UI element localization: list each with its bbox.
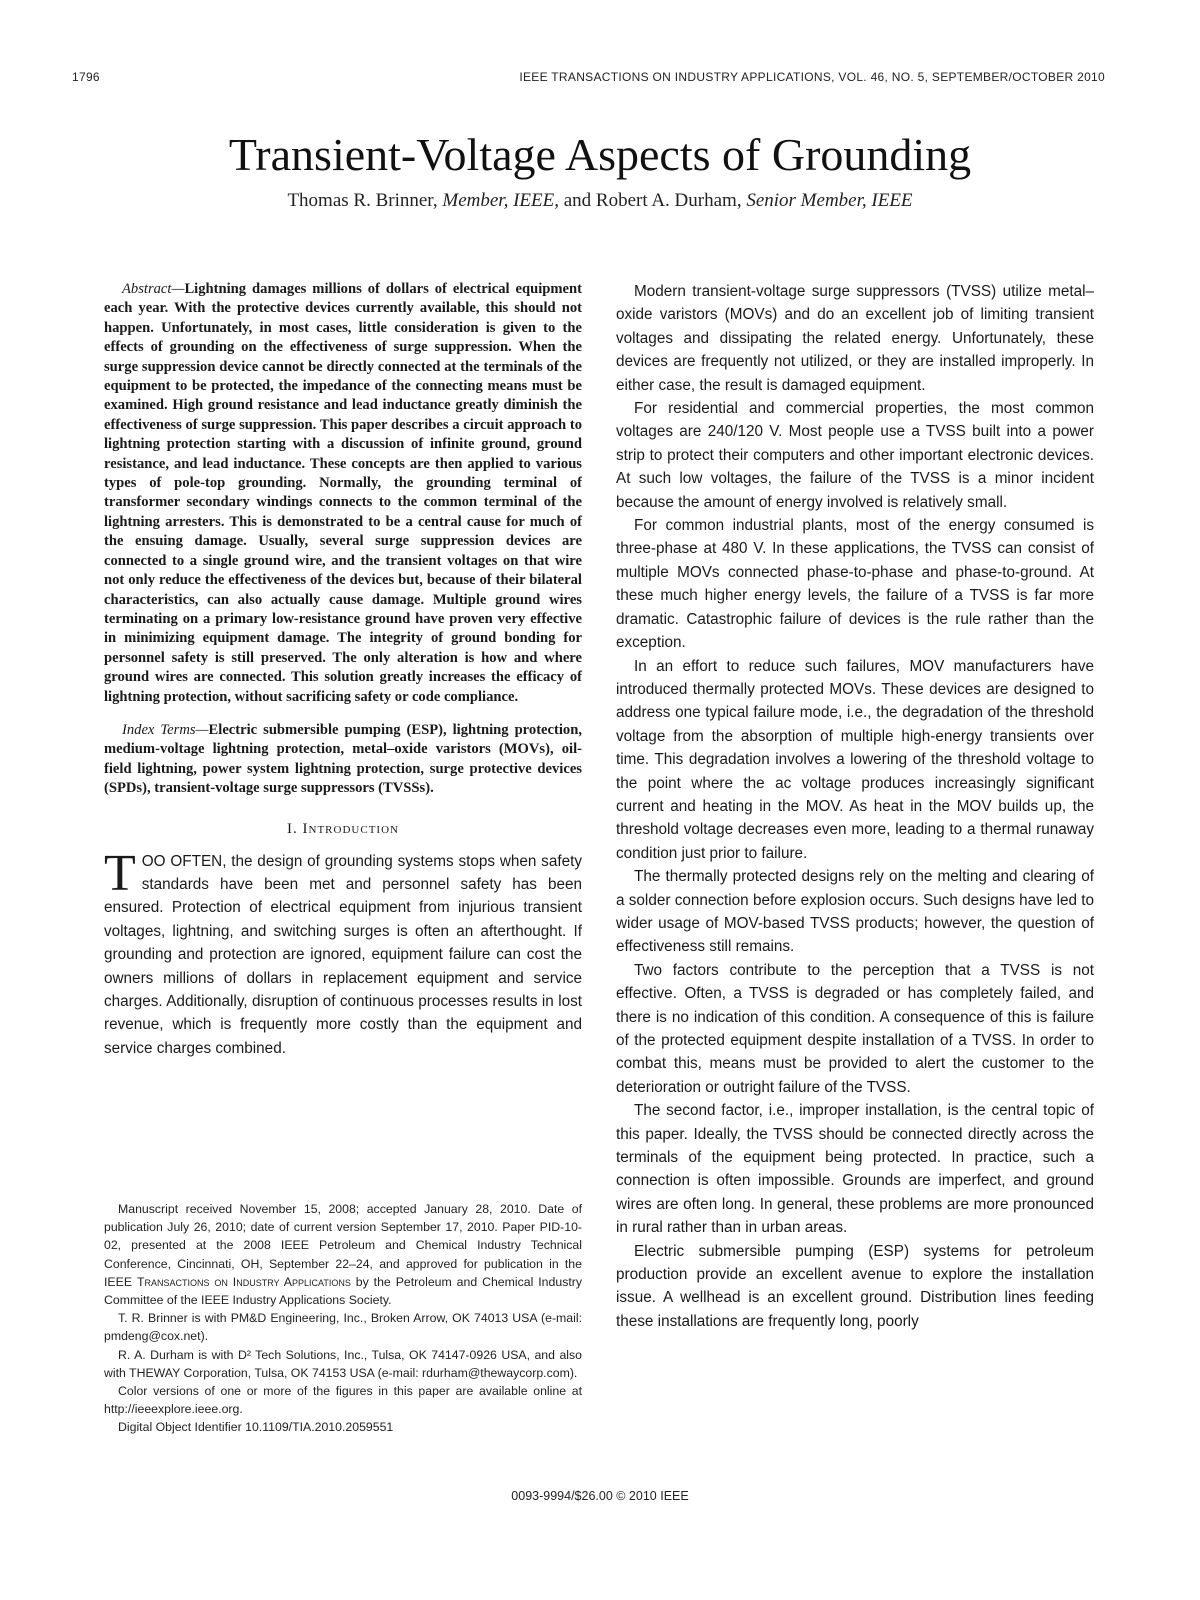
journal-header: IEEE TRANSACTIONS ON INDUSTRY APPLICATIONS, VOL. 46, NO. 5, SEPTEMBER/OCTOBER 2010 (519, 70, 1105, 84)
index-terms-label: Index Terms— (122, 721, 209, 738)
left-column (104, 280, 582, 1060)
abstract-text: Lightning damages millions of dollars of electrical equipment each year. With the protective devices currently available, this should not happen. Unfortunately, in most cases, little consideration is given to the effects of grounding on the effectiveness of surge suppression. When the surge suppression device cannot be directly connected at the terminals of the equipment to be protected, the impedance of the connecting means must be examined. High ground resistance and lead inductance greatly diminish the effectiveness of surge suppression. This paper describes a circuit approach to lightning protection starting with a discussion of infinite ground, ground resistance, and lead inductance. These concepts are then applied to various types of pole-top grounding. Normally, the grounding terminal of transformer secondary windings connects to the common terminal of the lightning arresters. This is demonstrated to be a central cause for much of the ensuing damage. Usually, several surge suppression devices are connected to a single ground wire, and the transient voltages on that wire not only reduce the effectiveness of the devices but, because of their bilateral characteristics, can also actually cause damage. Multiple ground wires terminating on a primary low-resistance ground have proven very effective in minimizing equipment damage. The integrity of ground bonding for personnel safety is still preserved. The only alteration is how and where ground wires are connected. This solution greatly increases the efficacy of lightning protection, without sacrificing safety or code compliance. (104, 281, 582, 705)
index-terms (104, 721, 582, 799)
body-paragraph: Modern transient-voltage surge suppressors (TVSS) utilize metal–oxide varistors (MOVs) and do an excellent job of limiting transient voltages and dissipating the related energy. Unfortunately, these devices are frequently not utilized, or they are installed improperly. In either case, the result is damaged equipment. (616, 283, 1094, 394)
intro-lead: OO OFTEN (141, 852, 223, 870)
footnote-author1: T. R. Brinner is with PM&D Engineering, Inc., Broken Arrow, OK 74013 USA (e-mail: pmdeng@cox.net). (104, 1311, 582, 1344)
author-line (0, 190, 1200, 212)
author-2-role: Senior Member, IEEE (746, 190, 913, 211)
body-paragraph: Two factors contribute to the perception that a TVSS is not effective. Often, a TVSS is degraded or has completely failed, and there is no indication of this condition. A consequence of this is failure of the protected equipment despite installation of a TVSS. In order to combat this, means must be provided to alert the customer to the deterioration or outright failure of the TVSS. (616, 961, 1094, 1096)
footnotes (104, 1200, 582, 1437)
copyright-footer: 0093-9994/$26.00 © 2010 IEEE (511, 1489, 689, 1503)
author-1-role: Member, IEEE, (442, 190, 559, 211)
body-paragraph: The thermally protected designs rely on the melting and clearing of a solder connection before explosion occurs. Such designs have led to wider usage of MOV-based TVSS products; however, the question of effectiveness still remains. (616, 868, 1094, 956)
page-number: 1796 (72, 70, 100, 84)
author-conjunction: and (563, 190, 592, 211)
footnote-author2: R. A. Durham is with D² Tech Solutions, Inc., Tulsa, OK 74147-0926 USA, and also with THEWAY Corporation, Tulsa, OK 74153 USA (e-mail: rdurham@thewaycorp.com). (104, 1347, 582, 1380)
body-paragraph: For common industrial plants, most of the energy consumed is three-phase at 480 V. In these applications, the TVSS can consist of multiple MOVs connected phase-to-phase and phase-to-ground. At these much higher energy levels, the failure of a TVSS is far more dramatic. Catastrophic failure of devices is the rule rather than the exception. (616, 517, 1094, 652)
drop-cap: T (104, 844, 136, 902)
author-1: Thomas R. Brinner, (287, 190, 438, 211)
intro-text: , the design of grounding systems stops when safety standards have been met and personnel safety has been ensured. Protection of electrical equipment from injurious transient voltages, lightning, and switching surges is often an afterthought. If grounding and protection are ignored, equipment failure can cost the owners millions of dollars in replacement equipment and service charges. Additionally, disruption of continuous processes results in lost revenue, which is frequently more costly than the equipment and service charges combined. (104, 852, 582, 1057)
intro-paragraph (104, 844, 582, 1061)
footnote-manuscript-b: by the Petroleum and Chemical Industry Committee of the IEEE Industry Applications Society. (104, 1274, 582, 1308)
body-paragraph: The second factor, i.e., improper installation, is the central topic of this paper. Ideally, the TVSS should be connected directly across the terminals of the equipment being protected. In practice, such a connection is often impossible. Grounds are imperfect, and ground wires are often long. In general, these problems are more pronounced in rural rather than in urban areas. (616, 1102, 1094, 1237)
footnote-manuscript-a: Manuscript received November 15, 2008; accepted January 28, 2010. Date of publication July 26, 2010; date of current version September 17, 2010. Paper PID-10-02, presented at the 2008 IEEE Petroleum and Chemical Industry Technical Conference, Cincinnati, OH, September 22–24, and approved for publication in the IEEE (104, 1202, 582, 1289)
body-paragraph: In an effort to reduce such failures, MOV manufacturers have introduced thermally protected MOVs. These devices are designed to address one typical failure mode, i.e., the degradation of the threshold voltage from the absorption of multiple high-energy transients over time. This degradation involves a lowering of the threshold voltage to the point where the ac voltage produces increasingly significant current and heating in the MOV. As heat in the MOV builds up, the threshold voltage decreases even more, leading to a thermal runaway condition just prior to failure. (616, 657, 1094, 862)
right-column (616, 280, 1094, 1333)
index-terms-text: Electric submersible pumping (ESP), lightning protection, medium-voltage lightning protection, metal–oxide varistors (MOVs), oil-field lightning, power system lightning protection, surge protective devices (SPDs), transient-voltage surge suppressors (TVSSs). (104, 721, 582, 797)
abstract-label: Abstract— (122, 281, 185, 297)
author-2: Robert A. Durham, (595, 190, 742, 211)
paper-title: Transient-Voltage Aspects of Grounding (228, 129, 972, 180)
footnote-color: Color versions of one or more of the figures in this paper are available online at http://ieeexplore.ieee.org. (104, 1384, 582, 1417)
footnote-journal-name: Transactions on Industry Applications (136, 1274, 351, 1289)
section-heading: I. Introduction (287, 820, 399, 837)
footnote-doi: Digital Object Identifier 10.1109/TIA.2010.2059551 (118, 1420, 394, 1435)
body-paragraph: Electric submersible pumping (ESP) systems for petroleum production provide an excellent avenue to explore the installation issue. A wellhead is an excellent ground. Distribution lines feeding these installations are frequently long, poorly (616, 1242, 1094, 1330)
body-paragraph: For residential and commercial properties, the most common voltages are 240/120 V. Most people use a TVSS built into a power strip to protect their computers and other important electronic devices. At such low voltages, the failure of the TVSS is a minor incident because the amount of energy involved is relatively small. (616, 400, 1094, 511)
footnote-manuscript (104, 1200, 582, 1309)
abstract (104, 280, 582, 707)
